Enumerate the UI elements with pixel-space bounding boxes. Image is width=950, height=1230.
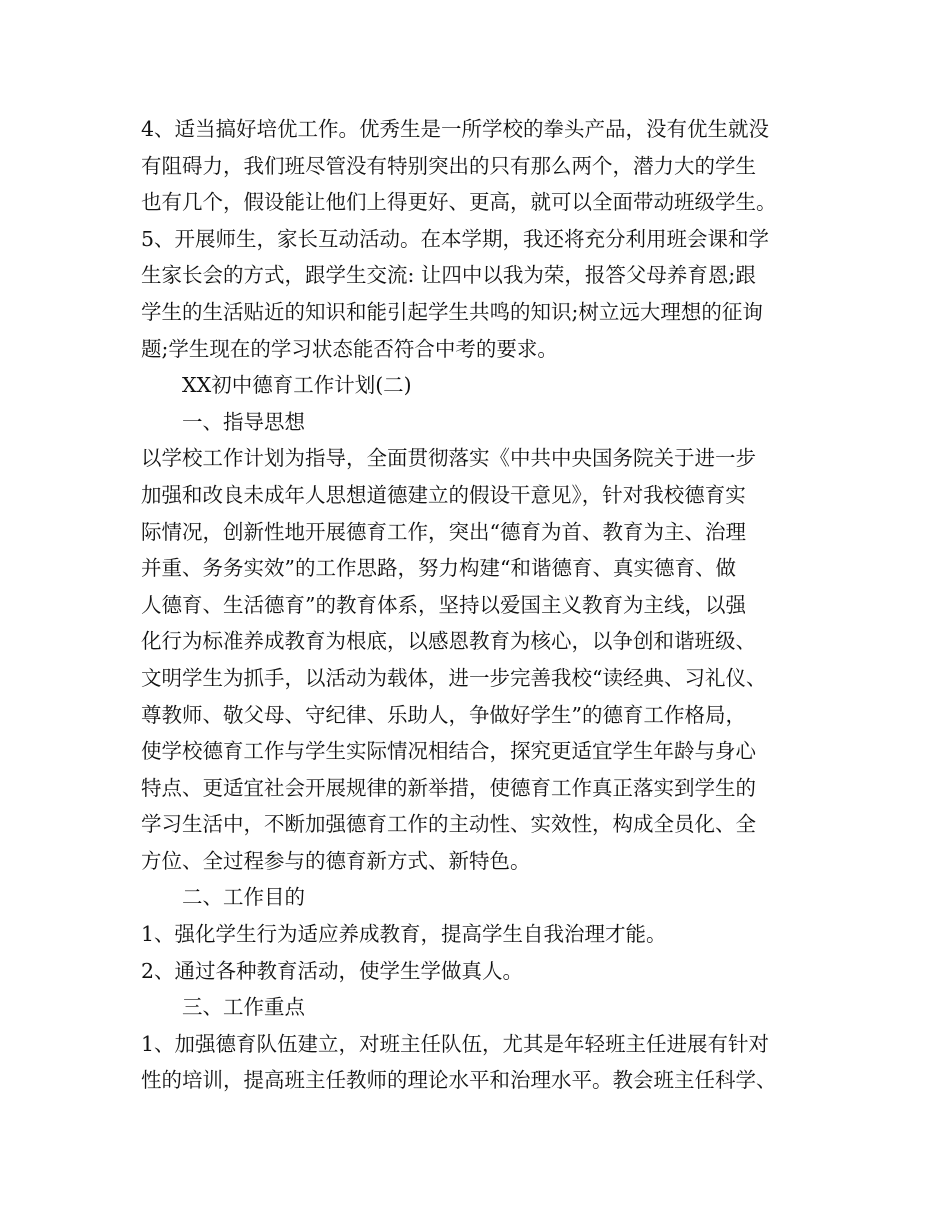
text-line: 并重、务务实效”的工作思路，努力构建“和谐德育、真实德育、做 bbox=[141, 556, 736, 581]
text-line: 1、加强德育队伍建立，对班主任队伍，尤其是年轻班主任进展有针对 bbox=[141, 1031, 770, 1056]
text-line: 方位、全过程参与的德育新方式、新特色。 bbox=[141, 848, 531, 873]
text-line: 使学校德育工作与学生实际情况相结合，探究更适宜学生年龄与身心 bbox=[141, 739, 756, 764]
document-body bbox=[141, 111, 831, 1099]
text-line: 2、通过各种教育活动，使学生学做真人。 bbox=[141, 958, 524, 983]
text-line: 际情况，创新性地开展德育工作，突出“德育为首、教育为主、治理 bbox=[141, 519, 746, 544]
heading-line: 三、工作重点 bbox=[182, 995, 305, 1020]
text-line: 1、强化学生行为适应养成教育，提高学生自我治理才能。 bbox=[141, 922, 667, 947]
text-line: 学生的生活贴近的知识和能引起学生共鸣的知识;树立远大理想的征询 bbox=[141, 299, 763, 324]
text-line: 人德育、生活德育”的教育体系，坚持以爱国主义教育为主线，以强 bbox=[141, 592, 746, 617]
text-line: 有阻碍力，我们班尽管没有特别突出的只有那么两个，潜力大的学生 bbox=[141, 153, 756, 178]
text-line: 题;学生现在的学习状态能否符合中考的要求。 bbox=[141, 336, 558, 361]
heading-line: 二、工作目的 bbox=[182, 885, 305, 910]
text-line: 5、开展师生，家长互动活动。在本学期，我还将充分利用班会课和学 bbox=[141, 226, 770, 251]
heading-line: XX初中德育工作计划(二) bbox=[182, 373, 412, 398]
text-line: 以学校工作计划为指导，全面贯彻落实《中共中央国务院关于进一步 bbox=[141, 446, 756, 471]
text-line: 性的培训，提高班主任教师的理论水平和治理水平。教会班主任科学、 bbox=[141, 1068, 777, 1093]
text-line: 也有几个，假设能让他们上得更好、更高，就可以全面带动班级学生。 bbox=[141, 190, 777, 215]
heading-line: 一、指导思想 bbox=[182, 409, 305, 434]
text-line: 加强和改良未成年人思想道德建立的假设干意见》，针对我校德育实 bbox=[141, 482, 746, 507]
text-line: 化行为标准养成教育为根底，以感恩教育为核心，以争创和谐班级、 bbox=[141, 629, 756, 654]
text-line: 特点、更适宜社会开展规律的新举措，使德育工作真正落实到学生的 bbox=[141, 775, 756, 800]
text-line: 尊教师、敬父母、守纪律、乐助人，争做好学生”的德育工作格局， bbox=[141, 702, 746, 727]
text-line: 学习生活中，不断加强德育工作的主动性、实效性，构成全员化、全 bbox=[141, 812, 756, 837]
text-line: 文明学生为抓手，以活动为载体，进一步完善我校“读经典、习礼仪、 bbox=[141, 665, 767, 690]
text-line: 生家长会的方式，跟学生交流: 让四中以我为荣，报答父母养育恩;跟 bbox=[141, 263, 756, 288]
text-line: 4、适当搞好培优工作。优秀生是一所学校的拳头产品，没有优生就没 bbox=[141, 117, 770, 141]
